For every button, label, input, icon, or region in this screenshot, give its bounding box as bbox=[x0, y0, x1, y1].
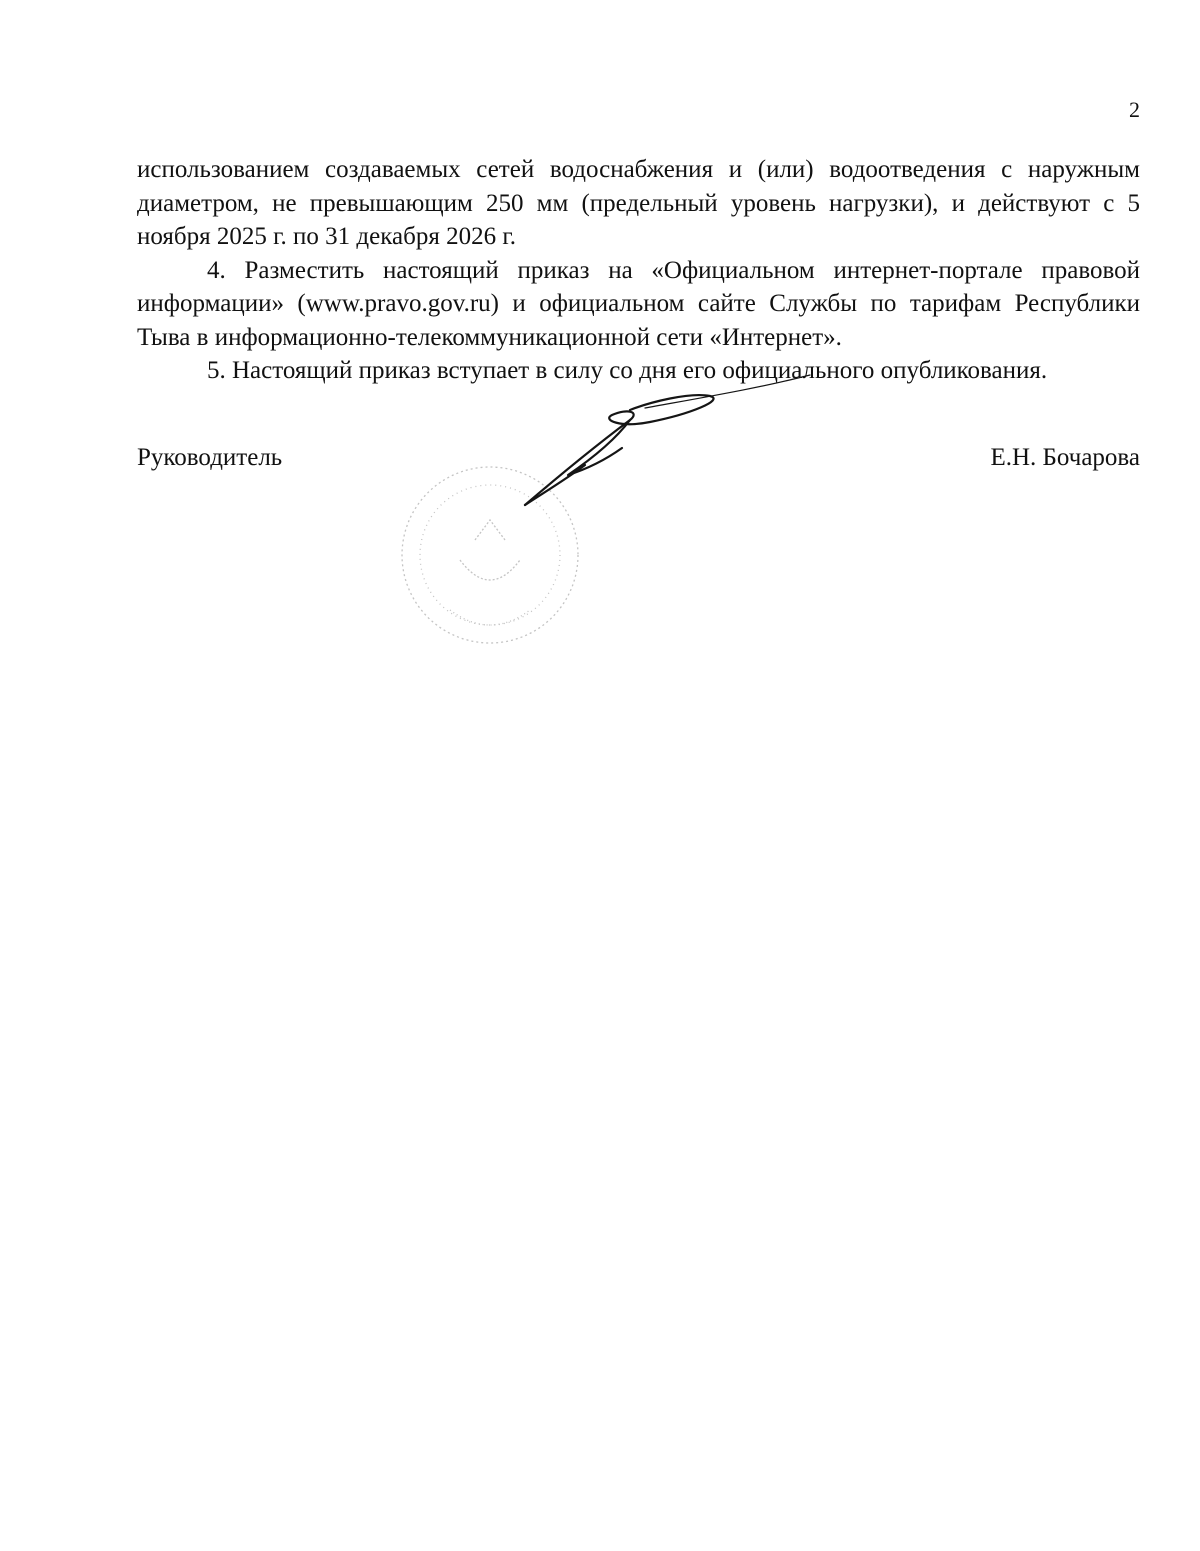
document-body bbox=[137, 153, 1140, 388]
paragraph-continuation: использованием создаваемых сетей водоснабжения и (или) водоотведения с наружным диаметром, не превышающим 250 мм (предельный уровень нагрузки), и действуют с 5 ноября 2025 г. по 31 декабря 2026 г. bbox=[137, 156, 1140, 250]
seal-stamp-and-signature bbox=[390, 370, 820, 680]
signatory-position: Руководитель bbox=[137, 444, 283, 471]
paragraph-item-4: 4. Разместить настоящий приказ на «Официальном интернет-портале правовой информации» (www.pravo.gov.ru) и официальном сайте Службы по тарифам Республики Тыва в информационно-телекоммуникационной сети «Интернет». bbox=[137, 256, 1140, 351]
signatory-name: Е.Н. Бочарова bbox=[990, 444, 1140, 471]
official-seal-icon bbox=[402, 467, 578, 643]
signature-block bbox=[137, 440, 1140, 480]
paragraph-item-5: 5. Настоящий приказ вступает в силу со дня его официального опубликования. bbox=[207, 357, 1048, 384]
page-number: 2 bbox=[1129, 97, 1140, 122]
